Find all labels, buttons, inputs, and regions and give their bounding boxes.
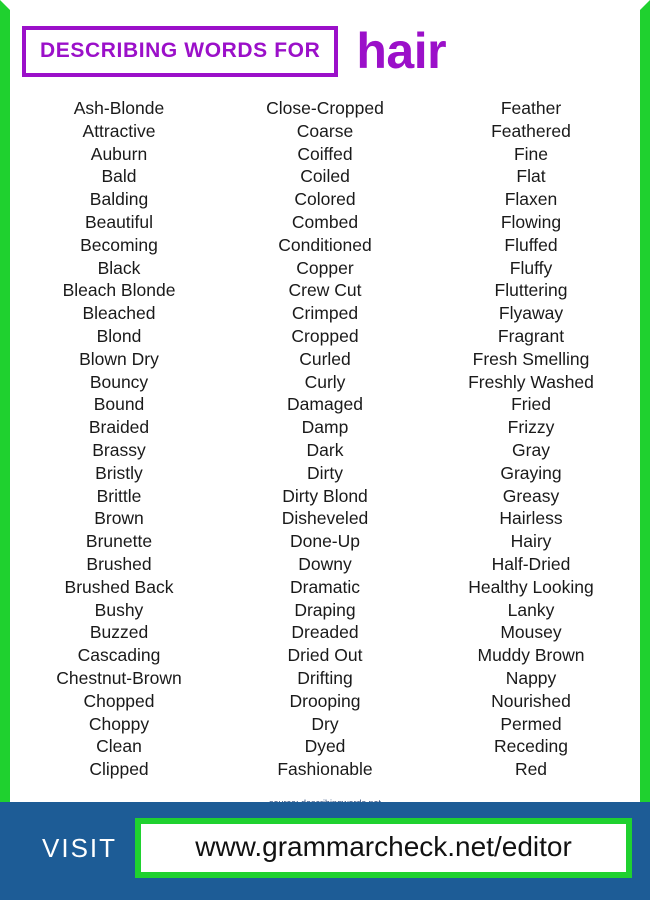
word-item: Greasy [502, 485, 560, 506]
word-item: Attractive [82, 120, 156, 141]
word-item: Blond [96, 325, 142, 346]
word-item: Dark [306, 439, 344, 460]
word-item: Nappy [505, 667, 557, 688]
word-item: Red [514, 759, 548, 780]
word-item: Done-Up [289, 531, 361, 552]
word-item: Buzzed [89, 622, 149, 643]
word-item: Half-Dried [491, 553, 571, 574]
word-item: Dreaded [291, 622, 359, 643]
word-item: Chestnut-Brown [56, 667, 182, 688]
word-item: Brassy [92, 439, 146, 460]
word-item: Combed [291, 211, 359, 232]
word-item: Graying [500, 462, 562, 483]
word-item: Fluttering [494, 280, 568, 301]
word-item: Becoming [80, 234, 158, 255]
word-item: Crew Cut [288, 280, 362, 301]
word-item: Drooping [289, 690, 361, 711]
word-item: Fried [511, 394, 551, 415]
word-item: Beautiful [84, 211, 154, 232]
word-item: Ash-Blonde [73, 98, 165, 118]
word-item: Balding [89, 189, 149, 210]
word-item: Permed [500, 713, 562, 734]
word-item: Choppy [88, 713, 150, 734]
header [10, 10, 640, 85]
word-item: Feather [500, 98, 562, 118]
word-item: Coiffed [297, 143, 353, 164]
word-item: Cascading [77, 645, 161, 666]
word-item: Draping [294, 599, 356, 620]
word-item: Coiled [300, 166, 350, 187]
word-item: Colored [294, 189, 356, 210]
word-item: Bleach Blonde [62, 280, 176, 301]
word-item: Flyaway [498, 303, 564, 324]
word-item: Downy [298, 553, 352, 574]
word-item: Coarse [296, 120, 354, 141]
word-item: Fluffed [504, 234, 558, 255]
word-item: Copper [296, 257, 354, 278]
word-item: Curled [299, 348, 351, 369]
word-item: Crimped [291, 303, 359, 324]
word-item: Black [97, 257, 141, 278]
word-item: Receding [494, 736, 568, 757]
word-item: Flat [516, 166, 546, 187]
word-item: Bouncy [89, 371, 149, 392]
visit-label: VISIT [42, 832, 118, 863]
word-item: Damp [301, 417, 349, 438]
word-item: Brittle [96, 485, 142, 506]
word-item: Conditioned [278, 234, 372, 255]
word-item: Disheveled [281, 508, 369, 529]
word-item: Cropped [291, 325, 359, 346]
word-item: Clean [96, 736, 142, 757]
word-item: Flowing [500, 211, 562, 232]
word-item: Brushed [86, 553, 152, 574]
word-column-2 [222, 97, 428, 785]
word-item: Blown Dry [79, 348, 159, 369]
url-box[interactable] [135, 818, 632, 878]
word-item: Curly [304, 371, 346, 392]
word-item: Flaxen [504, 189, 558, 210]
word-item: Fragrant [497, 325, 565, 346]
word-column-3 [428, 97, 634, 785]
word-item: Fresh Smelling [472, 348, 590, 369]
word-item: Auburn [90, 143, 148, 164]
word-item: Mousey [500, 622, 562, 643]
word-item: Dyed [304, 736, 346, 757]
word-item: Bushy [94, 599, 144, 620]
word-item: Bleached [82, 303, 156, 324]
word-item: Clipped [89, 759, 149, 780]
word-item: Feathered [491, 120, 571, 141]
word-item: Fine [513, 143, 549, 164]
word-item: Brunette [85, 531, 153, 552]
word-item: Brown [94, 508, 144, 529]
word-item: Bald [101, 166, 137, 187]
headword: hair [356, 23, 447, 79]
title-box [22, 26, 338, 77]
word-item: Frizzy [507, 417, 555, 438]
word-item: Freshly Washed [468, 371, 594, 392]
word-item: Dried Out [287, 645, 363, 666]
word-item: Fluffy [509, 257, 553, 278]
word-item: Damaged [287, 394, 363, 415]
word-item: Fashionable [277, 759, 373, 780]
word-item: Braided [88, 417, 150, 438]
word-item: Close-Cropped [266, 98, 384, 118]
word-item: Chopped [83, 690, 155, 711]
word-item: Drifting [297, 667, 353, 688]
word-item: Bound [93, 394, 145, 415]
word-item: Dirty Blond [282, 485, 368, 506]
footer [0, 802, 650, 900]
word-item: Dirty [307, 462, 343, 483]
word-item: Bristly [95, 462, 143, 483]
word-item: Lanky [507, 599, 555, 620]
word-item: Hairless [499, 508, 563, 529]
word-columns [10, 85, 640, 785]
word-item: Gray [512, 439, 550, 460]
website-url[interactable]: www.grammarcheck.net/editor [195, 831, 572, 862]
word-item: Dramatic [289, 576, 360, 597]
word-item: Brushed Back [64, 576, 174, 597]
word-item: Muddy Brown [477, 645, 585, 666]
word-item: Healthy Looking [468, 576, 594, 597]
word-item: Dry [311, 713, 339, 734]
word-item: Nourished [491, 690, 571, 711]
page-title: DESCRIBING WORDS FOR [40, 39, 321, 62]
word-column-1 [16, 97, 222, 785]
word-item: Hairy [510, 531, 552, 552]
